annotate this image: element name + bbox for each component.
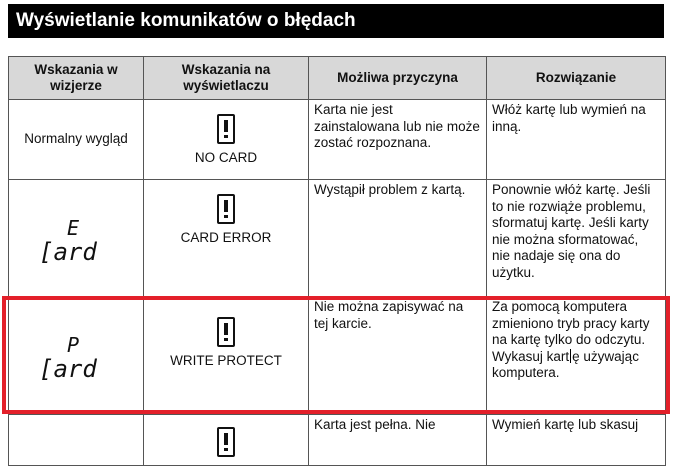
solution-cell: Włóż kartę lub wymień na inną. xyxy=(487,100,666,180)
text-cursor xyxy=(570,349,571,363)
table-row xyxy=(9,180,666,297)
lcd-top-char: P xyxy=(67,333,81,357)
warning-icon xyxy=(217,114,235,144)
cause-cell: Karta nie jest zainstalowana lub nie może zostać rozpoznana. xyxy=(309,100,487,180)
solution-line-2b: ę używając komputera. xyxy=(492,348,639,380)
table-row xyxy=(9,415,666,466)
display-cell xyxy=(144,180,309,297)
display-label: WRITE PROTECT xyxy=(170,353,282,368)
lcd-bottom-text: [ard xyxy=(39,238,97,266)
table-row xyxy=(9,100,666,180)
viewfinder-cell xyxy=(9,415,144,466)
table-row xyxy=(9,297,666,415)
warning-icon xyxy=(217,194,235,224)
solution-cell: Wymień kartę lub skasuj xyxy=(487,415,666,466)
display-cell xyxy=(144,415,309,466)
viewfinder-lcd-cell xyxy=(9,297,144,415)
warning-icon xyxy=(217,317,235,347)
display-cell xyxy=(144,297,309,415)
error-message-table xyxy=(8,56,666,466)
solution-line-1: Za pomocą komputera zmieniono tryb pracy karty na kartę tylko do odczytu. xyxy=(492,299,650,347)
header-display: Wskazania na wyświetlaczu xyxy=(144,57,309,100)
header-viewfinder: Wskazania w wizjerze xyxy=(9,57,144,100)
header-cause: Możliwa przyczyna xyxy=(309,57,487,100)
header-solution: Rozwiązanie xyxy=(487,57,666,100)
display-label: CARD ERROR xyxy=(180,230,272,245)
display-cell xyxy=(144,100,309,180)
solution-cell: Ponownie włóż kartę. Jeśli to nie rozwiąże problemu, sformatuj kartę. Jeśli karty nie można sformatować, nie nadaje się ona do użytku. xyxy=(487,180,666,297)
solution-line-2a: Wykasuj kart xyxy=(492,348,570,364)
warning-icon xyxy=(217,427,235,457)
lcd-top-char: E xyxy=(67,216,81,240)
table-header-row xyxy=(9,57,666,100)
cause-cell: Nie można zapisywać na tej karcie. xyxy=(309,297,487,415)
page-title: Wyświetlanie komunikatów o błędach xyxy=(8,4,664,38)
viewfinder-normal: Normalny wygląd xyxy=(9,100,144,180)
cause-cell: Wystąpił problem z kartą. xyxy=(309,180,487,297)
cause-cell: Karta jest pełna. Nie xyxy=(309,415,487,466)
display-label: NO CARD xyxy=(194,150,258,165)
viewfinder-lcd-cell xyxy=(9,180,144,297)
lcd-bottom-text: [ard xyxy=(39,355,97,383)
solution-cell xyxy=(487,297,666,415)
